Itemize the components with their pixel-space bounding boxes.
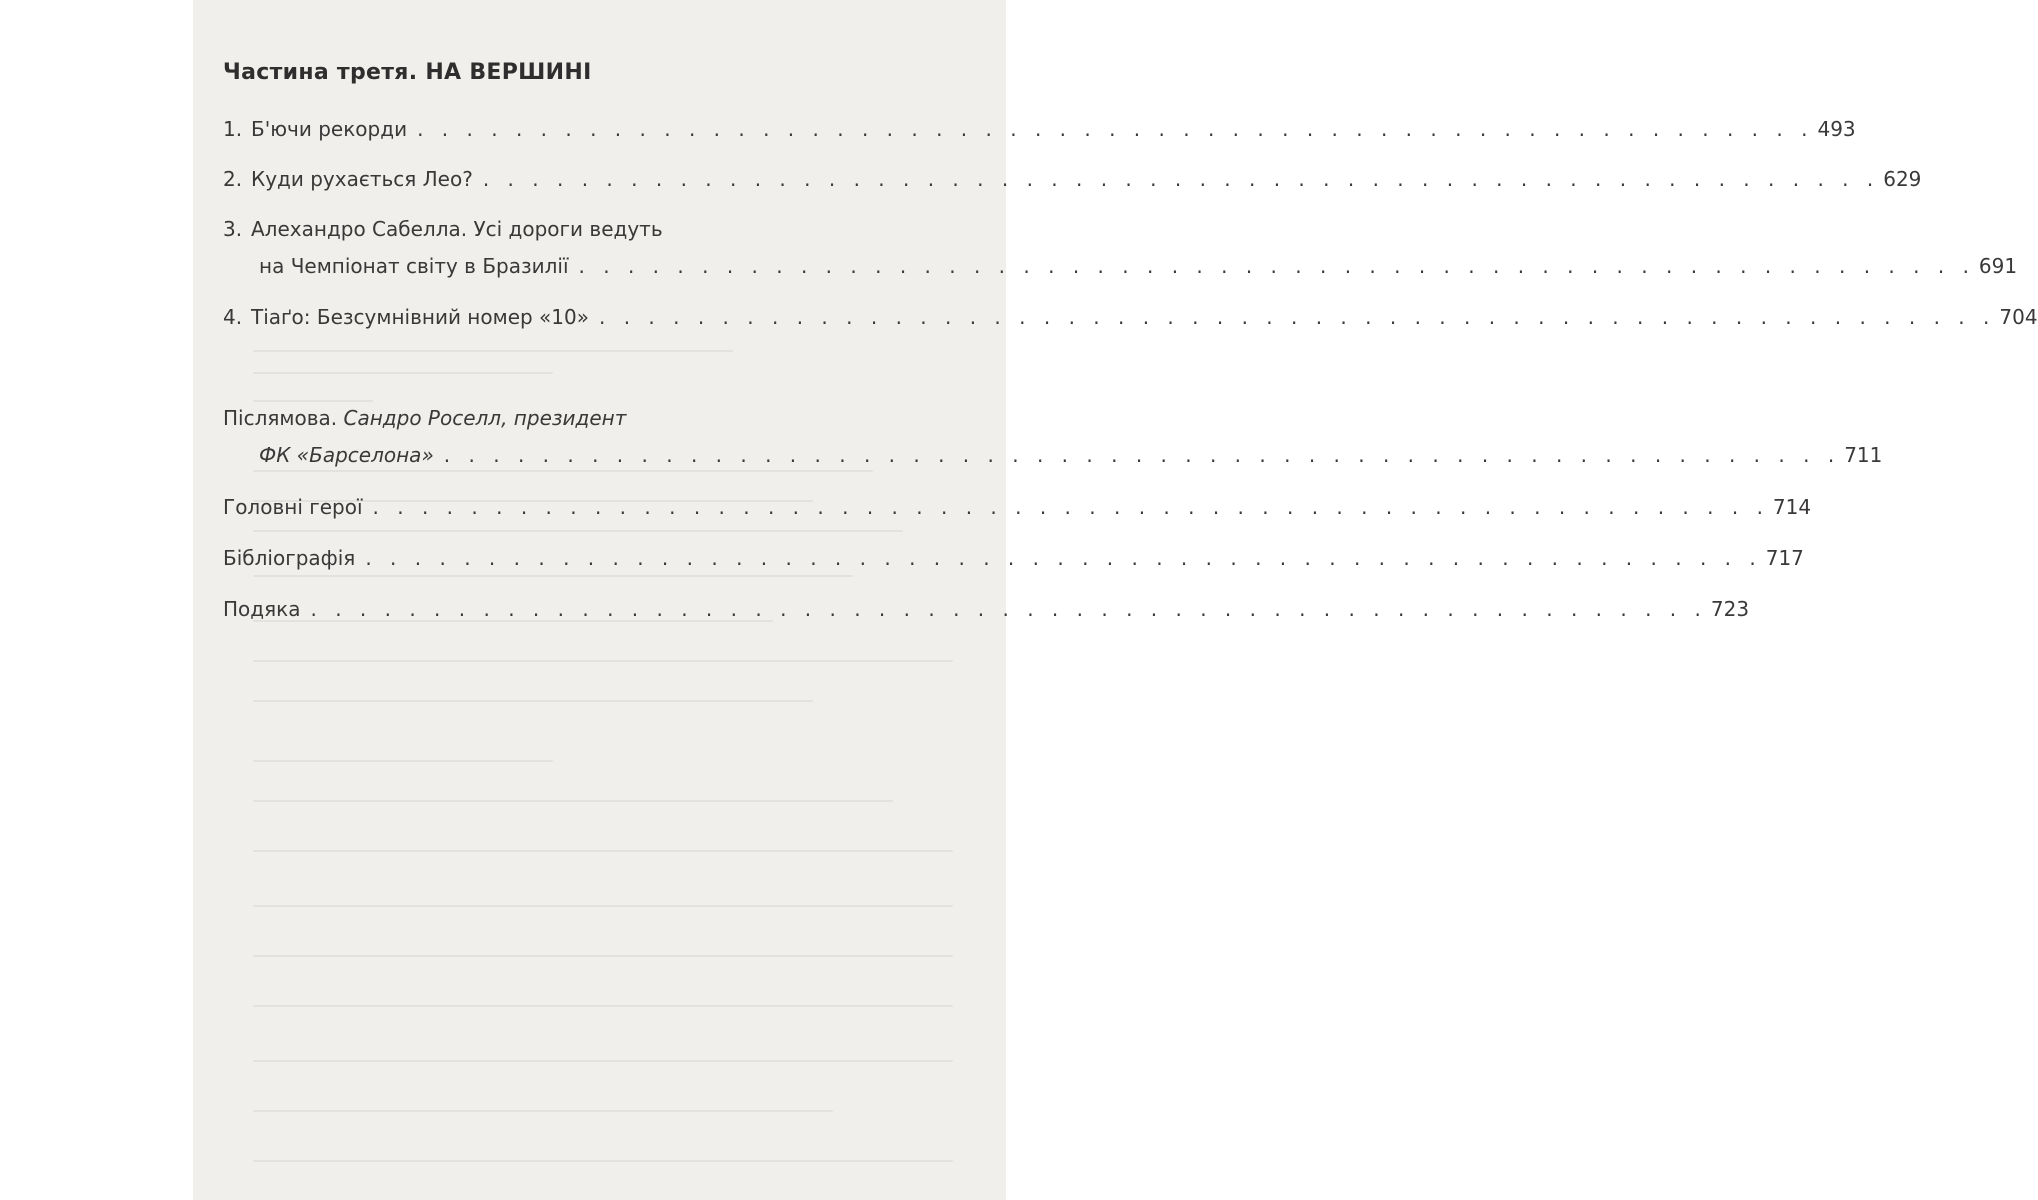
toc-entry-chapter-1[interactable] — [223, 114, 1856, 144]
chapter-number: 4. — [223, 305, 243, 329]
entry-title: Подяка — [223, 597, 301, 621]
dot-leader: . . . . . . . . . . . . . . . . . . . . . . . . . . . . . . . . . . . . . . . . . . . . . . . . . . . . . . . . . — [578, 254, 1975, 278]
chapter-number: 2. — [223, 167, 243, 191]
page-number: 714 — [1772, 495, 1812, 519]
toc-entry-main-characters[interactable] — [223, 492, 1812, 522]
book-page — [193, 0, 2038, 1200]
chapter-title-line-2: на Чемпіонат світу в Бразилії — [259, 254, 569, 278]
chapter-title: Куди рухається Лео? — [251, 167, 473, 191]
toc-entry-chapter-3[interactable] — [223, 214, 956, 244]
dot-leader: . . . . . . . . . . . . . . . . . . . . . . . . . . . . . . . . . . . . . . . . . . . . . . . . . . . . . . . . . — [365, 546, 1762, 570]
chapter-title-line-1: Алехандро Сабелла. Усі дороги ведуть — [251, 217, 663, 241]
dot-leader: . . . . . . . . . . . . . . . . . . . . . . . . . . . . . . . . . . . . . . . . . . . . . . . . . . . . . . . . . — [443, 443, 1841, 467]
toc-entry-chapter-3-continued[interactable] — [259, 251, 2018, 281]
page-number: 493 — [1817, 117, 1856, 141]
chapter-number: 3. — [223, 217, 243, 241]
page-number: 629 — [1883, 167, 1922, 191]
entry-title: Бібліографія — [223, 546, 356, 570]
afterword-author-line-2: ФК «Барселона» — [259, 443, 434, 467]
page-number: 704 — [1999, 305, 2038, 329]
afterword-label — [223, 403, 626, 433]
toc-entry-afterword[interactable] — [223, 403, 956, 433]
page-number: 711 — [1844, 443, 1883, 467]
afterword-author: Сандро Роселл, президент — [343, 406, 627, 430]
dot-leader: . . . . . . . . . . . . . . . . . . . . . . . . . . . . . . . . . . . . . . . . . . . . . . . . . . . . . . . . . — [598, 305, 1996, 329]
chapter-title: Б'ючи рекорди — [251, 117, 408, 141]
chapter-title: Тіаґо: Безсумнівний номер «10» — [251, 305, 589, 329]
chapter-number: 1. — [223, 117, 243, 141]
toc-entry-bibliography[interactable] — [223, 543, 1804, 573]
dot-leader: . . . . . . . . . . . . . . . . . . . . . . . . . . . . . . . . . . . . . . . . . . . . . . . . . . . . . . . . . — [482, 167, 1880, 191]
toc-entry-afterword-continued[interactable] — [259, 440, 1883, 470]
dot-leader: . . . . . . . . . . . . . . . . . . . . . . . . . . . . . . . . . . . . . . . . . . . . . . . . . . . . . . . . . — [310, 597, 1707, 621]
dot-leader: . . . . . . . . . . . . . . . . . . . . . . . . . . . . . . . . . . . . . . . . . . . . . . . . . . . . . . . . . — [417, 117, 1814, 141]
entry-title: Головні герої — [223, 495, 363, 519]
page-number: 691 — [1978, 254, 2018, 278]
toc-entry-chapter-2[interactable] — [223, 164, 1922, 194]
afterword-prefix: Післямова. — [223, 406, 338, 430]
page-number: 717 — [1765, 546, 1804, 570]
dot-leader: . . . . . . . . . . . . . . . . . . . . . . . . . . . . . . . . . . . . . . . . . . . . . . . . . . . . . . . . . — [372, 495, 1769, 519]
toc-entry-acknowledgements[interactable] — [223, 594, 1750, 624]
table-of-contents — [193, 0, 2038, 1200]
part-title: Частина третя. НА ВЕРШИНІ — [223, 60, 592, 85]
page-number: 723 — [1710, 597, 1750, 621]
toc-entry-chapter-4[interactable] — [223, 302, 2038, 332]
